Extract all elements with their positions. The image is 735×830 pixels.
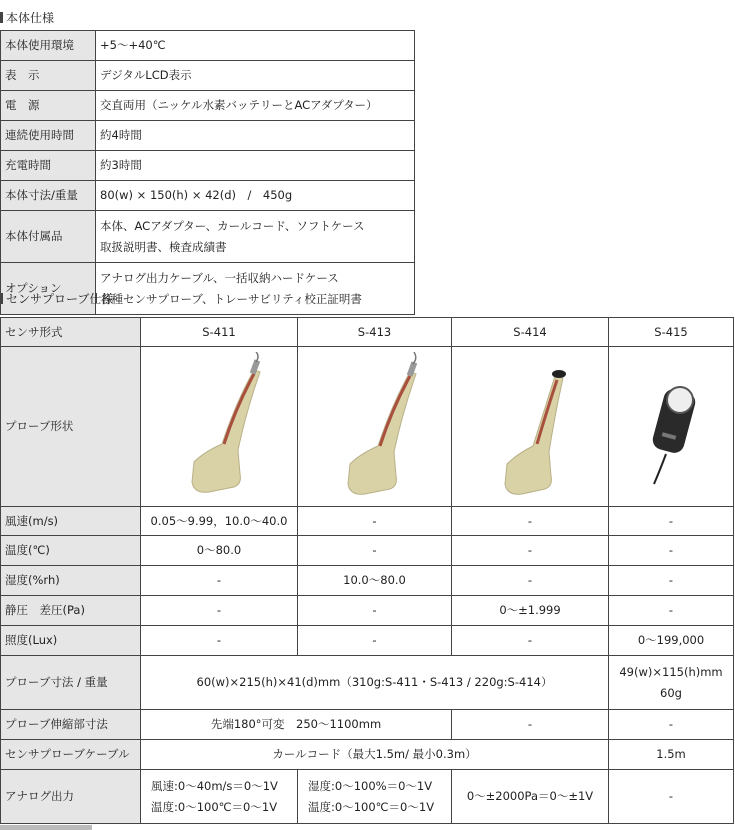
cell-value: - bbox=[141, 596, 298, 626]
cell-value: - bbox=[452, 626, 609, 656]
cell-value: 0～±1.999 bbox=[452, 596, 609, 626]
cell-value: - bbox=[609, 566, 734, 596]
table-row bbox=[1, 61, 415, 91]
spec-value bbox=[96, 263, 415, 315]
spec-value-line: 本体、ACアダプター、カールコード、ソフトケース bbox=[100, 218, 365, 233]
spec-value-line: 取扱説明書、検査成績書 bbox=[100, 239, 227, 254]
spec-label: 表 示 bbox=[1, 61, 96, 91]
cell-value: 0～±2000Pa＝0～±1V bbox=[452, 770, 609, 824]
cell-value: - bbox=[298, 626, 452, 656]
table-row bbox=[1, 656, 734, 710]
spec-value bbox=[96, 211, 415, 263]
spec-value: デジタルLCD表示 bbox=[96, 61, 415, 91]
section-marker-icon bbox=[0, 12, 3, 23]
cell-value: - bbox=[609, 536, 734, 566]
spec-value-line: アナログ出力ケーブル、一括収納ハードケース bbox=[100, 270, 339, 285]
spec-label: 本体使用環境 bbox=[1, 31, 96, 61]
table-row bbox=[1, 211, 415, 263]
cell-value bbox=[141, 770, 298, 824]
model-header: S-411 bbox=[141, 318, 298, 347]
cell-value-line: 温度:0～100℃＝0～1V bbox=[308, 799, 435, 814]
probe-image-cell bbox=[452, 347, 609, 507]
row-label: 風速(m/s) bbox=[1, 507, 141, 536]
table-row bbox=[1, 626, 734, 656]
table-row bbox=[1, 347, 734, 507]
table-row bbox=[1, 596, 734, 626]
spec-section-title: 本体仕様 bbox=[0, 10, 54, 26]
table-row bbox=[1, 318, 734, 347]
table-row bbox=[1, 710, 734, 740]
table-row bbox=[1, 740, 734, 770]
spec-label: 本体寸法/重量 bbox=[1, 181, 96, 211]
row-label: 温度(℃) bbox=[1, 536, 141, 566]
probe-s415-icon bbox=[616, 352, 726, 502]
table-row bbox=[1, 507, 734, 536]
cell-value: 1.5m bbox=[609, 740, 734, 770]
cell-value: - bbox=[452, 536, 609, 566]
spec-table bbox=[0, 30, 415, 315]
horizontal-scrollbar[interactable] bbox=[0, 825, 92, 830]
spec-value: +5～+40℃ bbox=[96, 31, 415, 61]
cell-value: - bbox=[452, 566, 609, 596]
table-row bbox=[1, 31, 415, 61]
cell-value: - bbox=[609, 507, 734, 536]
probe-image-cell bbox=[141, 347, 298, 507]
table-row bbox=[1, 536, 734, 566]
cell-value-line: 49(w)×115(h)mm bbox=[619, 664, 723, 679]
spec-label: 充電時間 bbox=[1, 151, 96, 181]
cell-value: - bbox=[141, 626, 298, 656]
cell-value: 60(w)×215(h)×41(d)mm（310g:S-411・S-413 / 220g:S-414） bbox=[141, 656, 609, 710]
sensor-table bbox=[0, 317, 734, 824]
header-label: センサ形式 bbox=[1, 318, 141, 347]
cell-value: - bbox=[609, 596, 734, 626]
spec-value: 約4時間 bbox=[96, 121, 415, 151]
probe-image-cell bbox=[609, 347, 734, 507]
cell-value: - bbox=[452, 710, 609, 740]
row-label: 照度(Lux) bbox=[1, 626, 141, 656]
cell-value-line: 湿度:0～100%＝0～1V bbox=[308, 778, 433, 793]
probe-s413-icon bbox=[320, 352, 430, 502]
cell-value bbox=[609, 656, 734, 710]
cell-value: 0～199,000 bbox=[609, 626, 734, 656]
cell-value: カールコード（最大1.5m/ 最小0.3m） bbox=[141, 740, 609, 770]
probe-s414-icon bbox=[475, 352, 585, 502]
cell-value: 先端180°可変 250～1100mm bbox=[141, 710, 452, 740]
model-header: S-413 bbox=[298, 318, 452, 347]
cell-value-line: 温度:0～100℃＝0～1V bbox=[151, 799, 278, 814]
spec-value: 約3時間 bbox=[96, 151, 415, 181]
table-row bbox=[1, 121, 415, 151]
sensor-section-title: センサプローブ仕様 bbox=[0, 291, 113, 307]
row-label: センサプローブケーブル bbox=[1, 740, 141, 770]
cell-value: - bbox=[609, 770, 734, 824]
cell-value: - bbox=[298, 596, 452, 626]
row-label: 湿度(%rh) bbox=[1, 566, 141, 596]
shape-label: プローブ形状 bbox=[1, 347, 141, 507]
table-row bbox=[1, 91, 415, 121]
cell-value-line: 60g bbox=[660, 685, 682, 700]
cell-value: - bbox=[141, 566, 298, 596]
cell-value: - bbox=[609, 710, 734, 740]
row-label: プローブ寸法 / 重量 bbox=[1, 656, 141, 710]
spec-label: 本体付属品 bbox=[1, 211, 96, 263]
spec-label: 電 源 bbox=[1, 91, 96, 121]
row-label: 静圧 差圧(Pa) bbox=[1, 596, 141, 626]
cell-value: - bbox=[298, 536, 452, 566]
cell-value: - bbox=[452, 507, 609, 536]
table-row bbox=[1, 770, 734, 824]
model-header: S-415 bbox=[609, 318, 734, 347]
spec-label: 連続使用時間 bbox=[1, 121, 96, 151]
table-row bbox=[1, 566, 734, 596]
section-marker-icon bbox=[0, 293, 3, 304]
cell-value: 0～80.0 bbox=[141, 536, 298, 566]
cell-value: 0.05～9.99，10.0～40.0 bbox=[141, 507, 298, 536]
spec-value: 交直両用（ニッケル水素バッテリーとACアダプター） bbox=[96, 91, 415, 121]
cell-value-line: 風速:0～40m/s＝0～1V bbox=[151, 778, 278, 793]
cell-value: 10.0～80.0 bbox=[298, 566, 452, 596]
table-row bbox=[1, 181, 415, 211]
spec-label: オプション bbox=[1, 263, 96, 315]
table-row bbox=[1, 151, 415, 181]
cell-value bbox=[298, 770, 452, 824]
probe-image-cell bbox=[298, 347, 452, 507]
cell-value: - bbox=[298, 507, 452, 536]
spec-value-line: 各種センサプローブ、トレーサビリティ校正証明書 bbox=[100, 291, 362, 306]
row-label: プローブ伸縮部寸法 bbox=[1, 710, 141, 740]
spec-value: 80(w) × 150(h) × 42(d) / 450g bbox=[96, 181, 415, 211]
model-header: S-414 bbox=[452, 318, 609, 347]
probe-s411-icon bbox=[164, 352, 274, 502]
row-label: アナログ出力 bbox=[1, 770, 141, 824]
